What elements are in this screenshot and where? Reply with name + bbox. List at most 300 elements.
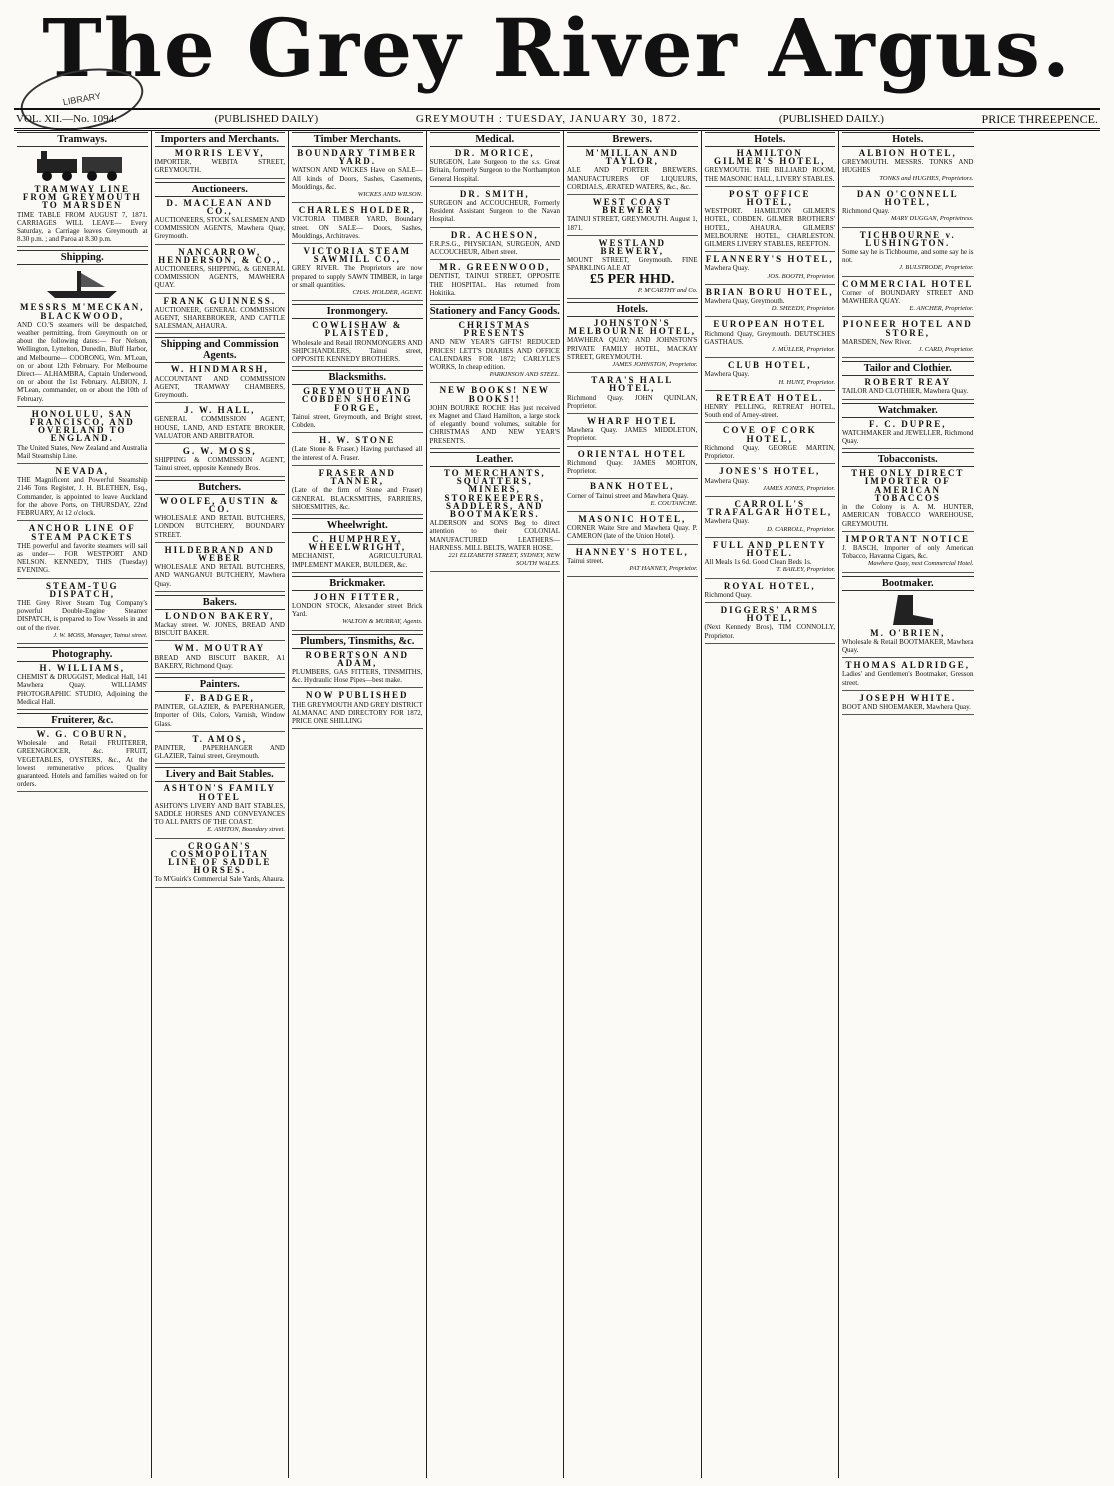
ad-signature: E. ANCHER, Proprietor. xyxy=(909,305,974,313)
section-heading: Bakers. xyxy=(155,595,286,610)
ad-headline: F. BADGER, xyxy=(184,692,255,703)
advertisement xyxy=(567,239,698,299)
ad-headline: BOUNDARY TIMBER YARD. xyxy=(297,148,418,167)
advertisement xyxy=(705,320,836,358)
advertisement xyxy=(705,467,836,497)
ad-body: GENERAL COMMISSION AGENT, HOUSE, LAND, AND ESTATE BROKER, VALUATOR AND ARBITRATOR. xyxy=(154,415,285,440)
ad-headline: FRASER AND TANNER, xyxy=(318,467,396,487)
ad-body: Mawhera Quay, Greymouth. xyxy=(704,297,785,306)
ad-body: AND NEW YEAR'S GIFTS! REDUCED PRICES! LETT'S DIARIES AND OFFICE CALENDARS FOR 1872; CARLYLE'S WORKS, In cheap edition. xyxy=(429,338,560,372)
ad-body: in the Colony is A. M. HUNTER, AMERICAN TOBACCO WAREHOUSE, GREYMOUTH. xyxy=(842,503,974,528)
advertisement xyxy=(567,376,698,414)
advertisement xyxy=(155,497,286,543)
ad-headline: HILDEBRAND AND WEBER xyxy=(164,544,275,563)
ad-body: WATSON AND WICKES Have on SALE— All kinds of Doors, Sashes, Casements, Mouldings, &c. xyxy=(292,166,423,191)
ad-headline: JOSEPH WHITE. xyxy=(859,692,957,703)
library-stamp: LIBRARY xyxy=(16,60,148,140)
section-heading: Bootmaker. xyxy=(842,576,974,591)
ad-headline: DR. ACHESON, xyxy=(450,229,539,240)
advertisement xyxy=(705,426,836,464)
ad-signature: CHAS. HOLDER, AGENT. xyxy=(352,289,423,297)
ship-icon xyxy=(27,267,137,301)
advertisement xyxy=(155,297,286,335)
advertisement xyxy=(430,149,561,187)
advertisement xyxy=(842,629,974,659)
ad-headline: MASONIC HOTEL, xyxy=(578,513,687,524)
ad-body: DENTIST, TAINUI STREET, OPPOSITE THE HOSPITAL. Has returned from Hokitika. xyxy=(429,272,560,297)
ad-body: Mackay street. W. JONES, BREAD AND BISCUIT BAKER. xyxy=(154,620,285,638)
ad-body: TAILOR AND CLOTHIER, Mawhera Quay. xyxy=(842,387,969,396)
ad-body: Richmond Quay, Greymouth. DEUTSCHES GASTHAUS. xyxy=(704,329,835,346)
advertisement xyxy=(430,263,561,301)
advertisement xyxy=(292,321,423,367)
advertisement xyxy=(705,255,836,285)
ad-body: PAINTER, PAPERHANGER AND GLAZIER, Tainui street, Greymouth. xyxy=(154,743,285,761)
ad-signature: J. BULSTRODE, Proprietor. xyxy=(899,264,974,272)
advertisement xyxy=(705,541,836,579)
ad-body: MAWHERA QUAY; AND JOHNSTON'S PRIVATE FAMILY HOTEL, MACKAY STREET, GREYMOUTH. xyxy=(567,336,698,361)
ad-headline: THE ONLY DIRECT IMPORTER OF AMERICAN TOBACCOS xyxy=(851,468,965,503)
ad-headline: COMMERCIAL HOTEL xyxy=(842,278,974,289)
ad-body: HENRY PELLING, RETREAT HOTEL, South end of Arney-street. xyxy=(704,403,835,420)
ad-headline: ASHTON'S FAMILY HOTEL xyxy=(163,783,277,802)
section-heading: Livery and Bait Stables. xyxy=(155,767,286,782)
advertisement xyxy=(430,231,561,261)
advertisement xyxy=(155,149,286,179)
ad-body: IMPORTER, WEBITA STREET, GREYMOUTH. xyxy=(154,158,285,175)
ad-body: F.R.P.S.G., PHYSICIAN, SURGEON, AND ACCOUCHEUR, Albert street. xyxy=(429,239,560,257)
advertisement xyxy=(842,320,974,358)
ad-headline: HONOLULU, SAN FRANCISCO, AND OVERLAND TO ENGLAND. xyxy=(29,408,135,444)
ad-body: AUCTIONEERS, SHIPPING, & GENERAL COMMISSION AGENTS, MAWHERA QUAY. xyxy=(154,265,285,290)
section-heading: Painters. xyxy=(155,677,286,692)
ad-headline: MR. GREENWOOD, xyxy=(439,262,551,273)
advertisement xyxy=(292,651,423,689)
ad-headline: NOW PUBLISHED xyxy=(305,690,409,701)
ad-headline: THOMAS ALDRIDGE, xyxy=(845,660,970,671)
advertisement xyxy=(842,149,974,187)
ad-signature: P. M'CARTHY and Co. xyxy=(637,286,698,294)
ad-body: Mawhera Quay. xyxy=(704,370,750,379)
ad-headline: J. W. HALL, xyxy=(184,405,256,416)
column-1 xyxy=(14,130,152,1478)
ad-body: (Next Kennedy Bros), TIM CONNOLLY, Proprietor. xyxy=(704,623,835,640)
ad-body: ALDERSON and SONS Beg to direct attention to their COLONIAL MANUFACTURED LEATHERS— HARNESS. MILL BELTS, WATER HOSE. xyxy=(429,519,560,552)
ad-headline: DR. SMITH, xyxy=(459,188,530,199)
ad-headline: T. AMOS, xyxy=(192,733,248,744)
ad-headline: RETREAT HOTEL. xyxy=(716,392,824,403)
ad-body: GREYMOUTH. THE BILLIARD ROOM, THE MASONIC HALL, LIVERY STABLES. xyxy=(704,166,835,183)
advertisement xyxy=(842,661,974,691)
train-icon xyxy=(27,149,137,183)
ad-body: CORNER Waite Stre and Mawhera Quay. P. CAMERON (late of the Union Hotel). xyxy=(567,524,698,541)
ad-body: Wholesale & Retail BOOTMAKER, Mawhera Quay. xyxy=(842,637,974,654)
ad-signature: PAT HANNEY, Proprietor. xyxy=(629,564,698,572)
ad-headline: CHARLES HOLDER, xyxy=(298,205,416,216)
ad-headline: DR. MORICE, xyxy=(454,148,535,158)
ad-headline: FULL AND PLENTY HOTEL. xyxy=(712,539,827,558)
ad-body: THE Magnificent and Powerful Steamship 2146 Tons Register, J. H. BLETHEN, Esq., Commander, is appointed to leave Auckland for the above Ports, on THURSDAY, 22nd FEBRUARY, At 12 o'clock. xyxy=(17,476,148,518)
ad-body: SURGEON and ACCOUCHEUR, Formerly Resident Assistant Surgeon to the Navan Hospital. xyxy=(429,199,560,224)
ad-signature: T. BAILEY, Proprietor. xyxy=(776,566,835,574)
advertisement xyxy=(430,386,561,448)
advertisement xyxy=(842,231,974,277)
ad-headline: WEST COAST BREWERY xyxy=(592,197,672,216)
ad-body: WHOLESALE AND RETAIL BUTCHERS, LONDON BUTCHERY, BOUNDARY STREET. xyxy=(154,514,285,539)
advertisement xyxy=(292,247,423,301)
advertisement xyxy=(155,546,286,592)
ad-signature: D. SHEEDY, Proprietor. xyxy=(771,305,835,313)
ad-body: WHOLESALE AND RETAIL BUTCHERS, AND WANGANUI BUTCHERY, Mawhera Quay. xyxy=(154,563,285,588)
ad-headline: TARA'S HALL HOTEL, xyxy=(591,375,674,394)
advertisement xyxy=(567,515,698,545)
advertisement xyxy=(292,691,423,729)
ad-body: Richmond Quay. GEORGE MARTIN, Proprietor. xyxy=(704,443,835,461)
ad-signature: J. MÜLLER, Proprietor. xyxy=(771,346,835,354)
advertisement xyxy=(155,735,286,765)
ad-headline: WESTLAND BREWERY, xyxy=(598,237,666,257)
ad-body: Tainui street. xyxy=(567,556,604,565)
ad-headline: BRIAN BORU HOTEL, xyxy=(705,286,834,297)
section-heading: Brickmaker. xyxy=(292,576,423,591)
advertisement xyxy=(17,303,148,406)
ad-body: PAINTER, GLAZIER, & PAPERHANGER, Importer of Oils, Colors, Varnish, Window Glass. xyxy=(154,703,285,728)
ad-body: The United States, New Zealand and Australia Mail Steamship Line. xyxy=(17,443,148,460)
ad-body: WESTPORT. HAMILTON GILMER'S HOTEL, COBDEN. GILMER BROTHERS' HOTEL, AHAURA. GILMERS' MELBOURNE HOTEL, CHARLESTON. GILMERS LIVERY STABLES, REEFTON. xyxy=(704,207,835,249)
ad-headline: ALBION HOTEL, xyxy=(858,148,957,158)
ad-body: Corner of BOUNDARY STREET AND MAWHERA QUAY. xyxy=(842,288,974,306)
advertisement xyxy=(292,149,423,203)
ad-body: TIME TABLE FROM AUGUST 7, 1871. CARRIAGES WILL LEAVE— Every Saturday, a Carriage leaves Greymouth at 8.30 p.m. ; and Paroa at 8.30 p.m. xyxy=(17,210,148,244)
ad-headline: JOHNSTON'S MELBOURNE HOTEL, xyxy=(568,318,696,337)
ad-headline: G. W. MOSS, xyxy=(182,446,257,457)
advertisement xyxy=(155,842,286,888)
advertisement xyxy=(292,206,423,244)
ad-headline: WOOLFE, AUSTIN & CO. xyxy=(159,495,280,514)
ad-signature: E. ASHTON, Boundary street. xyxy=(207,826,285,834)
ad-body: Wholesale and Retail FRUITERER, GREENGROCER, &c. FRUIT, VEGETABLES, OYSTERS, &c., At the lowest remunerative prices. Quality guaranteed. Hotels and families waited on for orders. xyxy=(17,739,148,789)
advertisement xyxy=(155,612,286,642)
ad-headline: JONES'S HOTEL, xyxy=(719,466,821,477)
advertisement xyxy=(842,469,974,531)
section-heading: Brewers. xyxy=(567,132,698,147)
advertisement xyxy=(17,730,148,792)
ad-body: Some say he is Tichbourne, and some say he is not. xyxy=(842,248,974,265)
ad-body: Mawhera Quay. xyxy=(704,517,750,526)
ad-body: Mawhera Quay. JAMES MIDDLETON, Proprietor. xyxy=(567,426,698,443)
advertisement xyxy=(842,190,974,228)
advertisement xyxy=(292,387,423,433)
ad-signature: WALTON & MURRAY, Agents. xyxy=(342,618,423,626)
section-heading: Auctioneers. xyxy=(155,182,286,197)
ad-headline: COWLISHAW & PLAISTED, xyxy=(312,320,403,339)
advertisement xyxy=(842,420,974,450)
advertisement xyxy=(155,406,286,444)
ad-headline: PIONEER HOTEL AND STORE, xyxy=(842,319,973,338)
ad-headline: CHRISTMAS PRESENTS xyxy=(458,320,531,339)
ad-headline: TRAMWAY LINE FROM GREYMOUTH TO MARSDEN xyxy=(22,184,142,211)
ad-headline: BANK HOTEL, xyxy=(589,481,675,492)
advertisement xyxy=(292,436,423,466)
advertisement xyxy=(705,394,836,424)
ad-headline: CLUB HOTEL, xyxy=(727,360,812,371)
ad-headline: CARROLL'S TRAFALGAR HOTEL, xyxy=(707,498,833,518)
section-heading: Ironmongery. xyxy=(292,304,423,319)
ad-signature: J. W. MOSS, Manager, Tainui street. xyxy=(53,631,148,639)
advertisement xyxy=(705,190,836,252)
issue-date: GREYMOUTH : TUESDAY, JANUARY 30, 1872. xyxy=(415,113,682,125)
section-heading: Plumbers, Tinsmiths, &c. xyxy=(292,634,423,649)
ad-headline: MESSRS M'MECKAN, BLACKWOOD, xyxy=(19,302,145,321)
ad-headline: POST OFFICE HOTEL, xyxy=(728,188,811,208)
ad-headline: FLANNERY'S HOTEL, xyxy=(705,254,834,265)
ad-headline: DIGGERS' ARMS HOTEL, xyxy=(720,604,819,624)
ad-headline: HANNEY'S HOTEL, xyxy=(575,546,689,557)
ad-signature: JOS. BOOTH, Proprietor. xyxy=(767,272,835,280)
ad-headline: ANCHOR LINE OF STEAM PACKETS xyxy=(28,523,136,542)
advertisement xyxy=(705,582,836,603)
section-heading: Shipping and Commission Agents. xyxy=(155,337,286,363)
section-heading: Hotels. xyxy=(842,132,974,147)
ad-headline: ORIENTAL HOTEL xyxy=(577,448,687,459)
advertisement xyxy=(17,582,148,644)
ad-headline: F. C. DUPRE, xyxy=(869,418,947,429)
ad-body: AND CO.'S steamers will be despatched, weather permitting, from Greymouth on or about the following dates:— For Nelson, Wellington, Lyttelton, Dunedin, Bluff Harbor, and Melbourne— COORONG, Wm. M'Lean, on or about 12th February. For Melbourne Direct— ALHAMBRA, Captain Underwood, on or about the 1st February. ALBION, J. M'Lean, commander, on or about the 10th of February. xyxy=(17,320,148,403)
advertisement xyxy=(567,548,698,578)
ad-headline: FRANK GUINNESS. xyxy=(163,295,276,306)
advertisement xyxy=(705,361,836,391)
column-3 xyxy=(289,130,427,1478)
ad-headline: ROBERT REAY xyxy=(864,377,951,388)
advertisement xyxy=(292,469,423,515)
advertisement xyxy=(567,482,698,512)
advertisement xyxy=(705,606,836,644)
advertisement xyxy=(17,410,148,464)
ad-body: Mawhera Quay. xyxy=(704,476,750,485)
columns-container xyxy=(14,130,1100,1478)
ad-body: Richmond Quay. xyxy=(704,590,752,599)
ad-headline: D. MACLEAN AND CO., xyxy=(166,197,274,216)
section-heading: Stationery and Fancy Goods. xyxy=(429,306,560,318)
section-heading: Tailor and Clothier. xyxy=(842,361,974,376)
ad-headline: EUROPEAN HOTEL xyxy=(713,319,827,330)
ad-body: All Meals 1s 6d. Good Clean Beds 1s. xyxy=(704,558,812,567)
ad-headline: W. G. COBURN, xyxy=(36,728,128,739)
ad-price: £5 PER HHD. xyxy=(590,271,675,287)
ad-body: Mawhera Quay. xyxy=(704,264,750,273)
ad-headline: VICTORIA STEAM SAWMILL CO., xyxy=(303,246,412,265)
section-heading: Tobacconists. xyxy=(842,452,974,467)
ad-body: LONDON STOCK, Alexander street Brick Yard. xyxy=(292,601,423,619)
advertisement xyxy=(155,644,286,674)
section-heading: Timber Merchants. xyxy=(292,132,423,147)
ad-signature: D. CARROLL, Proprietor. xyxy=(767,525,835,533)
ad-signature: 221 ELIZABETH STREET, SYDNEY, NEW SOUTH WALES. xyxy=(448,551,560,568)
ad-body: BOOT AND SHOEMAKER, Mawhera Quay. xyxy=(842,702,971,711)
ad-headline: WHARF HOTEL xyxy=(587,416,678,427)
advertisement xyxy=(155,365,286,403)
ad-body: MOUNT STREET, Greymouth. FINE SPARKLING ALE AT xyxy=(567,256,698,273)
ad-body: Wholesale and Retail IRONMONGERS AND SHIPCHANDLERS, Tainui street, OPPOSITE KENNEDY BROTHERS. xyxy=(292,338,423,364)
ad-body: J. BASCH, Importer of only American Tobacco, Havanna Cigars, &c. xyxy=(842,543,974,561)
ad-headline: IMPORTANT NOTICE xyxy=(845,533,971,544)
advertisement xyxy=(430,469,561,572)
ad-body: ALE AND PORTER BREWERS. MANUFACTURERS OF LIQUEURS, CORDIALS, ÆRATED WATERS, &c., &c. xyxy=(567,166,698,191)
ad-body: Richmond Quay. JAMES MORTON, Proprietor. xyxy=(567,458,698,476)
ad-headline: NANCARROW, HENDERSON, & CO., xyxy=(158,246,282,265)
advertisement xyxy=(17,185,148,247)
ad-body: SURGEON, Late Surgeon to the s.s. Great Britain, formerly Surgeon to the Northampton General Hospital. xyxy=(429,158,560,183)
advertisement xyxy=(705,288,836,318)
ad-body: Richmond Quay. JOHN QUINLAN, Proprietor. xyxy=(567,393,698,410)
ad-headline: GREYMOUTH AND COBDEN SHOEING FORGE, xyxy=(301,386,413,413)
advertisement xyxy=(705,500,836,538)
advertisement xyxy=(17,524,148,578)
ad-headline: MORRIS LEVY, xyxy=(174,148,265,158)
advertisement xyxy=(842,378,974,399)
ad-headline: C. HUMPHREY, WHEELWRIGHT, xyxy=(308,533,407,553)
ad-body: ACCOUNTANT AND COMMISSION AGENT, TRAMWAY CHAMBERS, Greymouth. xyxy=(154,374,285,400)
ad-body: JOHN BOURKE ROCHE Has just received ex Magnet and Claud Hamilton, a large stock of elegantly bound volumes, suitable for CHRISTMAS AND NEW YEAR'S PRESENTS. xyxy=(429,403,560,445)
ad-body: GREYMOUTH. MESSRS. TONKS AND HUGHES xyxy=(842,158,974,175)
section-heading: Butchers. xyxy=(155,480,286,495)
advertisement xyxy=(842,535,974,573)
ad-body: TAINUI STREET, GREYMOUTH. August 1, 1871. xyxy=(567,215,698,232)
ad-body: GREY RIVER. The Proprietors are now prepared to supply SAWN TIMBER, in large or small quantities. xyxy=(292,264,423,289)
advertisement xyxy=(567,450,698,480)
ad-headline: ROYAL HOTEL, xyxy=(723,580,816,591)
column-6 xyxy=(702,130,840,1478)
section-heading: Blacksmiths. xyxy=(292,370,423,385)
section-heading: Shipping. xyxy=(17,250,148,265)
published-daily-left: (PUBLISHED DAILY) xyxy=(214,113,319,125)
ad-body: Richmond Quay. xyxy=(842,207,890,216)
published-daily-right: (PUBLISHED DAILY.) xyxy=(778,113,884,125)
advertisement xyxy=(430,190,561,228)
advertisement xyxy=(567,198,698,236)
advertisement xyxy=(705,149,836,187)
ad-headline: M. O'BRIEN, xyxy=(870,627,946,638)
ad-body: (Late of the firm of Stone and Fraser) GENERAL BLACKSMITHS, FARRIERS, SHOESMITHS, &c. xyxy=(292,486,423,511)
ad-body: AUCTIONEER, GENERAL COMMISSION AGENT, SHAREBROKER, AND CATTLE SALESMAN, AHAURA. xyxy=(154,305,285,331)
column-7 xyxy=(839,130,977,1478)
ad-signature: WICKES AND WILSON. xyxy=(357,191,423,199)
ad-headline: HAMILTON GILMER'S HOTEL, xyxy=(713,148,826,167)
newspaper-title: The Grey River Argus. xyxy=(42,1,1072,95)
section-heading: Hotels. xyxy=(567,302,698,317)
advertisement xyxy=(155,447,286,477)
ad-body: Corner of Tainui street and Mawhera Quay. xyxy=(567,491,689,500)
ad-signature: MARY DUGGAN, Proprietress. xyxy=(891,215,974,223)
ad-headline: CROGAN'S COSMOPOLITAN LINE OF SADDLE HORSES. xyxy=(168,840,272,876)
section-heading: Watchmaker. xyxy=(842,403,974,418)
ad-body: BREAD AND BISCUIT BAKER, A1 BAKERY, Richmond Quay. xyxy=(154,653,285,670)
column-4 xyxy=(427,130,565,1478)
ad-body: MECHANIST, AGRICULTURAL IMPLEMENT MAKER, BUILDER, &c. xyxy=(292,552,423,569)
advertisement xyxy=(17,664,148,710)
ad-headline: M'MILLAN AND TAYLOR, xyxy=(585,148,679,167)
ad-body: THE GREYMOUTH AND GREY DISTRICT ALMANAC AND DIRECTORY FOR 1872, PRICE ONE SHILLING xyxy=(292,700,423,725)
ad-headline: H. WILLIAMS, xyxy=(39,662,126,673)
ad-headline: DAN O'CONNELL HOTEL, xyxy=(856,188,959,208)
ad-signature: Mawhera Quay, next Commercial Hotel. xyxy=(867,560,974,568)
ad-headline: COVE OF CORK HOTEL, xyxy=(722,425,817,444)
ad-headline: NEVADA, xyxy=(55,466,110,477)
ad-body: AUCTIONEERS, STOCK SALESMEN AND COMMISSION AGENTS, Mawhera Quay, Greymouth. xyxy=(154,216,285,241)
advertisement xyxy=(567,149,698,195)
advertisement xyxy=(17,467,148,521)
ad-headline: TO MERCHANTS, SQUATTERS, MINERS, STOREKEEPERS, SADDLERS, AND BOOTMAKERS. xyxy=(443,467,546,519)
ad-headline: STEAM-TUG DISPATCH, xyxy=(45,580,119,599)
section-heading: Fruiterer, &c. xyxy=(17,713,148,728)
ad-signature: TONKS and HUGHES, Proprietors. xyxy=(879,174,974,182)
section-heading: Hotels. xyxy=(705,132,836,147)
ad-headline: W. HINDMARSH, xyxy=(170,364,269,375)
ad-body: THE powerful and favorite steamers will sail as under— FOR WESTPORT AND NELSON. KENNEDY, THIS (Tuesday) EVENING. xyxy=(17,541,148,575)
ad-headline: JOHN FITTER, xyxy=(313,591,401,602)
section-heading: Importers and Merchants. xyxy=(155,132,286,147)
advertisement xyxy=(567,319,698,373)
advertisement xyxy=(842,694,974,715)
ad-body: (Late Stone & Fraser.) Having purchased all the interest of A. Fraser. xyxy=(292,445,423,462)
ad-body: MARSDEN, New River. xyxy=(842,337,912,346)
ad-body: WATCHMAKER and JEWELLER, Richmond Quay. xyxy=(842,428,974,446)
ad-body: CHEMIST & DRUGGIST, Medical Hall, 141 Mawhera Quay. WILLIAMS' PHOTOGRAPHIC STUDIO, Adjoining the Medical Hall. xyxy=(17,673,148,706)
column-2 xyxy=(152,130,290,1478)
advertisement xyxy=(155,784,286,838)
ad-body: ASHTON'S LIVERY AND BAIT STABLES, SADDLE HORSES AND CONVEYANCES TO ALL PARTS OF THE COAST. xyxy=(154,801,285,827)
section-heading: Medical. xyxy=(430,132,561,147)
ad-signature: PARKINSON AND STEEL. xyxy=(489,371,560,379)
advertisement xyxy=(155,694,286,732)
ad-body: Tainui street, Greymouth, and Bright street, Cobden. xyxy=(292,412,423,430)
section-heading: Leather. xyxy=(430,452,561,467)
ad-body: VICTORIA TIMBER YARD, Boundary street. ON SALE— Doors, Sashes, Mouldings, Architraves. xyxy=(292,215,423,240)
advertisement xyxy=(292,593,423,631)
boot-icon xyxy=(853,593,963,627)
column-5 xyxy=(564,130,702,1478)
ad-body: To M'Guirk's Commercial Sale Yards, Ahaura. xyxy=(154,875,285,884)
ad-headline: ROBERTSON AND ADAM, xyxy=(305,649,409,668)
advertisement xyxy=(155,248,286,294)
ad-signature: E. COUTANCHE. xyxy=(650,499,698,507)
ad-body: PLUMBERS, GAS FITTERS, TINSMITHS, &c. Hydraulic Hose Pipes—best make. xyxy=(292,667,423,685)
advertisement xyxy=(155,199,286,245)
advertisement xyxy=(430,321,561,383)
ad-body: SHIPPING & COMMISSION AGENT, Tainui street, opposite Kennedy Bros. xyxy=(154,456,285,473)
advertisement xyxy=(842,280,974,318)
ad-signature: J. CARD, Proprietor. xyxy=(918,346,974,354)
ad-body: THE Grey River Steam Tug Company's powerful Double-Engine Steamer DISPATCH, is prepared to Tow Vessels in and out of the river. xyxy=(17,598,148,632)
advertisement xyxy=(292,535,423,573)
masthead xyxy=(0,0,1114,108)
ad-headline: H. W. STONE xyxy=(319,435,396,446)
ad-body: Ladies' and Gentlemen's Bootmaker, Gresson street. xyxy=(842,670,974,687)
dateline xyxy=(14,108,1100,131)
section-heading: Photography. xyxy=(17,647,148,662)
ad-signature: JAMES JOHNSTON, Proprietor. xyxy=(612,361,698,369)
advertisement xyxy=(567,417,698,447)
ad-headline: WM. MOUTRAY xyxy=(174,643,266,654)
section-heading: Wheelwright. xyxy=(292,518,423,533)
ad-signature: JAMES JONES, Proprietor. xyxy=(763,484,835,492)
price: PRICE THREEPENCE. xyxy=(981,111,1098,126)
volume-number: VOL. XII.—No. 1094. xyxy=(16,113,117,125)
ad-signature: H. HUNT, Proprietor. xyxy=(778,378,835,386)
section-heading: Tramways. xyxy=(17,132,148,147)
ad-headline: TICHBOURNE v. LUSHINGTON. xyxy=(859,229,956,248)
ad-headline: LONDON BAKERY, xyxy=(165,610,275,621)
